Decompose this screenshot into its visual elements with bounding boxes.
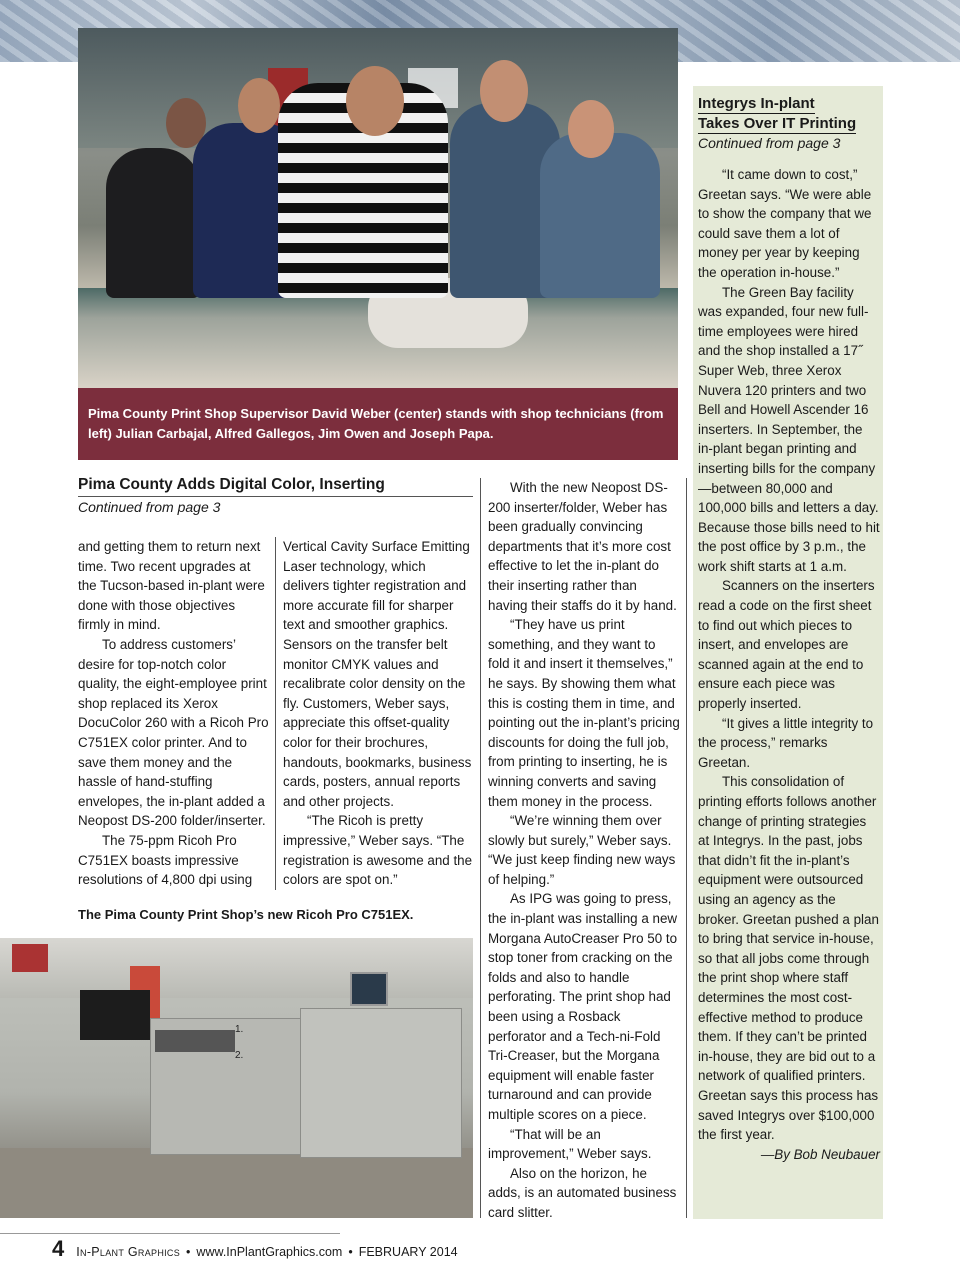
article-paragraph: Also on the horizon, he adds, is an automated business card slitter. [488,1165,677,1220]
article-paragraph: As IPG was going to press, the in-plant was installing a new Morgana AutoCreaser Pro 50 to stop toner from cracking on the folds and also to handle perforating. The print shop had been using a Rosback perforator and a Tech-ni-Fold Tri-Creaser, but the Morgana equipment will enable faster turnaround and can provide multiple scores on a piece. [488,891,678,1122]
article-paragraph: Vertical Cavity Surface Emitting Laser technology, which delivers tighter registration and more accurate fill for sharper text and smoother graphics. Sensors on the transfer belt monitor CMYK values and recalibrate color density on the fly. Customers, Weber says, appreciate this offset-quality color for their brochures, handouts, bookmarks, business cards, posters, annual reports and other projects. [283,539,472,809]
footer-rule [0,1233,340,1234]
sidebar-title-line2: Takes Over IT Printing [698,115,857,132]
article-header [78,476,473,515]
article-column-3 [488,478,680,1223]
article-column-1 [78,537,270,890]
article-paragraph: “We’re winning them over slowly but surely,” Weber says. “We just keep finding new ways of helping.” [488,813,676,887]
article-paragraph: The 75-ppm Ricoh Pro C751EX boasts impressive resolutions of 4,800 dpi using [78,832,253,888]
article-paragraph: “The Ricoh is pretty impressive,” Weber says. “The registration is awesome and the colors are spot on.” [283,813,473,888]
footer-bullet: • [186,1245,191,1259]
sidebar-title-line1: Integrys In-plant [698,95,815,112]
staff-photo [78,28,678,388]
article-paragraph: With the new Neopost DS-200 inserter/folder, Weber has been gradually convincing departments that it’s more cost effective to let the in-plant do their inserting rather than having their staffs do it by hand. [488,480,677,613]
sidebar-paragraph: Scanners on the inserters read a code on the first sheet to find out which pieces to insert, and envelopes are scanned again at the end to ensure each piece was properly inserted. [698,578,875,712]
sidebar-paragraph: This consolidation of printing efforts follows another change of printing strategies at Integrys. In the past, jobs that didn’t fit the in-plant’s equipment were outsourced using an agency as the broker. Greetan pushed a plan to bring that service in-house, so that all jobs come through the print shop where staff determines the most cost-effective method to produce them. If they can’t be printed in-house, they are bid out to a network of qualified printers. Greetan says this process has saved Integrys over $100,000 the first year. [698,774,879,1143]
sidebar-paragraph: “It gives a little integrity to the process,” remarks Greetan. [698,715,874,770]
column-divider [480,478,481,1218]
column-divider [686,478,687,1218]
page-footer [52,1236,458,1262]
printer-photo [0,938,473,1218]
publication-name: In-Plant Graphics [76,1245,181,1259]
tray-label-2: 2. [235,1050,244,1061]
article-column-2 [283,537,473,890]
sidebar-continued: Continued from page 3 [698,135,841,151]
article-paragraph: To address customers’ desire for top-notch color quality, the eight-employee print shop replaced its Xerox DocuColor 260 with a Ricoh Pro C751EX color printer. And to save them money and the hassle of hand-stuffing envelopes, the in-plant added a Neopost DS-200 folder/inserter. [78,636,269,829]
sidebar-body [698,165,880,1164]
footer-url: www.InPlantGraphics.com [196,1245,343,1259]
sidebar-byline: —By Bob Neubauer [760,1146,880,1162]
sidebar-paragraph: The Green Bay facility was expanded, four new full-time employees were hired and the shop installed a 17˝ Super Web, three Xerox Nuvera 120 printers and two Bell and Howell Ascender 16 inserters. In September, the in-plant began printing and inserting bills for the company—between 80,000 and 100,000 bills and letters a day. Because those bills need to hit the post office by 3 p.m., the work shift starts at 1 a.m. [698,284,880,574]
column-divider [275,537,276,890]
article-paragraph: “That will be an improvement,” Weber says. [488,1126,652,1162]
sidebar-title [698,94,883,153]
issue-date: FEBRUARY 2014 [358,1245,458,1259]
article-continued: Continued from page 3 [78,499,221,515]
tray-label-1: 1. [235,1024,244,1035]
article-title: Pima County Adds Digital Color, Inserting [78,476,473,497]
top-photo-caption: Pima County Print Shop Supervisor David Weber (center) stands with shop technicians (from left) Julian Carbajal, Alfred Gallegos, Jim Owen and Joseph Papa. [78,388,678,460]
page-number: 4 [52,1236,65,1261]
sidebar-paragraph: “It came down to cost,” Greetan says. “We were able to show the company that we could save them a lot of money per year by keeping the operation in-house.” [698,167,872,280]
footer-bullet: • [348,1245,353,1259]
printer-photo-caption: The Pima County Print Shop’s new Ricoh Pro C751EX. [78,907,414,922]
article-paragraph: “They have us print something, and they want to fold it and insert it themselves,” he says. By showing them what this is costing them in time, and pointing out the in-plant’s pricing discounts for doing the full job, from printing to inserting, he is winning converts and saving them money in the process. [488,617,680,809]
article-paragraph: and getting them to return next time. Two recent upgrades at the Tucson-based in-plant were done with those objectives firmly in mind. [78,539,265,633]
